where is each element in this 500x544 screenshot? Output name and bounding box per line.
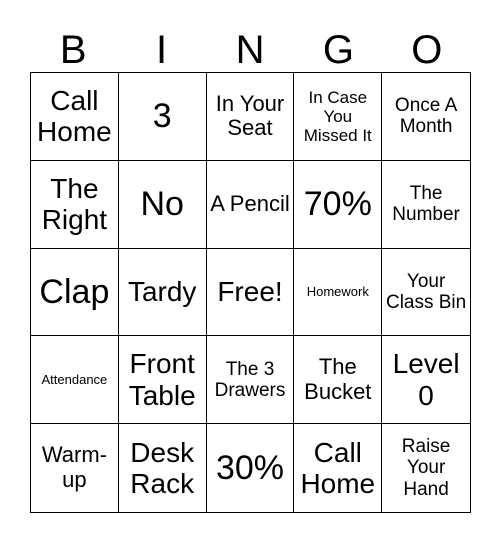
bingo-cell[interactable]: 30% bbox=[207, 424, 295, 512]
header-letter-g: G bbox=[322, 28, 356, 72]
header-letter-b: B bbox=[59, 28, 89, 72]
bingo-cell[interactable]: Raise Your Hand bbox=[401, 436, 451, 500]
bingo-cell[interactable]: The Number bbox=[382, 161, 470, 249]
bingo-cell[interactable]: 70% bbox=[294, 161, 382, 249]
bingo-cell[interactable]: Call Home bbox=[31, 73, 119, 161]
header-letter-i: I bbox=[156, 28, 170, 72]
bingo-cell[interactable]: Desk Rack bbox=[119, 424, 207, 512]
header-letter-o: O bbox=[411, 28, 445, 72]
bingo-cell[interactable]: A Pencil bbox=[207, 161, 295, 249]
bingo-header bbox=[30, 28, 472, 72]
bingo-cell[interactable]: In Case You Missed It bbox=[294, 73, 382, 161]
bingo-cell[interactable]: Front Table bbox=[119, 336, 207, 424]
bingo-cell[interactable]: 3 bbox=[119, 73, 207, 161]
bingo-cell[interactable]: Clap bbox=[31, 249, 119, 337]
bingo-cell[interactable]: Your Class Bin bbox=[382, 249, 470, 337]
bingo-cell[interactable]: Warm-up bbox=[31, 424, 119, 512]
bingo-cell[interactable]: Level 0 bbox=[382, 336, 470, 424]
bingo-cell[interactable]: Homework bbox=[294, 249, 382, 337]
bingo-cell[interactable]: In Your Seat bbox=[207, 73, 295, 161]
bingo-cell[interactable]: The Right bbox=[31, 161, 119, 249]
bingo-cell[interactable]: Tardy bbox=[119, 249, 207, 337]
bingo-card-grid bbox=[30, 72, 471, 513]
bingo-cell[interactable]: Attendance bbox=[31, 336, 119, 424]
bingo-cell[interactable]: Call Home bbox=[294, 424, 382, 512]
bingo-cell[interactable]: The 3 Drawers bbox=[207, 336, 295, 424]
bingo-cell-free-space[interactable]: Free! bbox=[207, 249, 295, 337]
bingo-cell[interactable]: Once A Month bbox=[382, 73, 470, 161]
bingo-cell[interactable]: No bbox=[119, 161, 207, 249]
bingo-cell[interactable]: The Bucket bbox=[294, 336, 382, 424]
header-letter-n: N bbox=[235, 28, 267, 72]
